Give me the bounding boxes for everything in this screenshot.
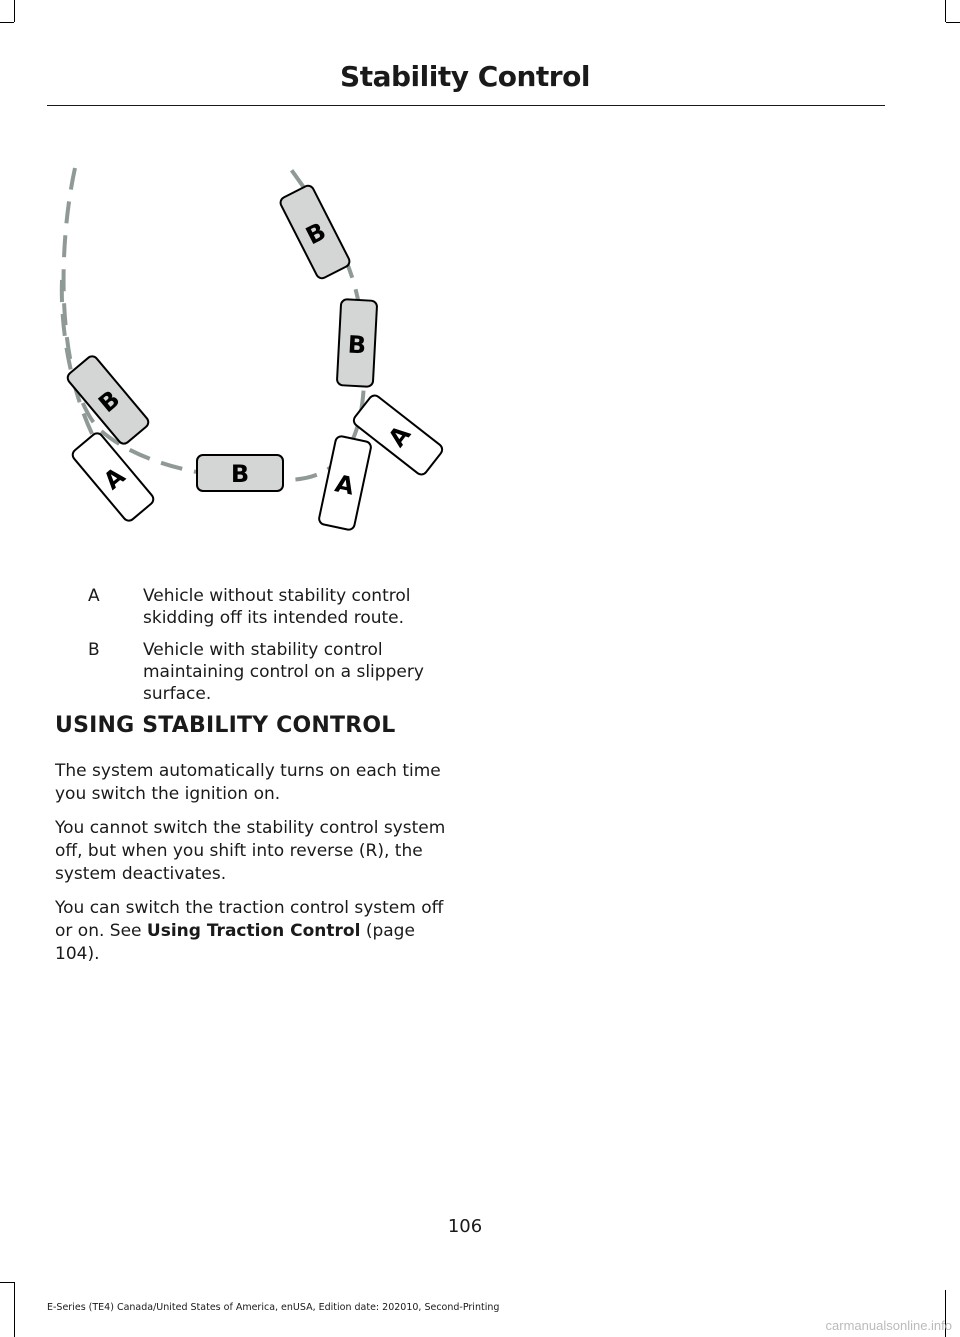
watermark: carmanualsonline.info	[825, 1318, 952, 1333]
crop-mark	[0, 1282, 14, 1283]
vehicle-a	[318, 435, 372, 531]
vehicle-b	[197, 455, 283, 491]
body-paragraph: You cannot switch the stability control system off, but when you shift into reverse (R), the system deactivates.	[55, 818, 446, 884]
crop-mark	[945, 0, 946, 22]
crop-mark	[946, 22, 960, 23]
page-number: 106	[447, 1216, 483, 1237]
crop-mark	[14, 1282, 15, 1337]
body-paragraph: The system automatically turns on each time you switch the ignition on.	[55, 761, 441, 804]
figure-legend	[88, 585, 458, 715]
vehicle-label: B	[93, 384, 126, 419]
crop-mark	[0, 22, 14, 23]
vehicle-label: A	[332, 469, 357, 501]
vehicle-label: B	[230, 460, 250, 488]
legend-text: Vehicle with stability control maintaining control on a slippery surface.	[143, 640, 424, 704]
vehicle-label: A	[98, 461, 131, 496]
legend-key: B	[88, 640, 100, 660]
vehicle-label: B	[347, 330, 367, 360]
vehicle-b	[337, 299, 377, 387]
vehicle-b	[279, 184, 352, 281]
legend-item	[88, 639, 458, 705]
xref-page-text: (page 104).	[55, 921, 415, 964]
section-body	[55, 760, 450, 977]
vehicle-label: B	[301, 217, 331, 251]
xref-lead-text: You can switch the traction control system off or on. See	[55, 898, 444, 941]
footer-edition-info: E-Series (TE4) Canada/United States of America, enUSA, Edition date: 202010, Second-Printing	[47, 1302, 500, 1313]
page-title: Stability Control	[340, 60, 590, 93]
legend-text: Vehicle without stability control skidding off its intended route.	[143, 586, 411, 628]
legend-key: A	[88, 586, 100, 606]
vehicle-a	[70, 431, 155, 523]
vehicle-label: A	[382, 420, 417, 453]
section-heading: USING STABILITY CONTROL	[55, 713, 396, 738]
legend-item	[88, 585, 458, 629]
header-divider	[47, 105, 885, 106]
stability-control-diagram	[50, 160, 460, 540]
crop-mark	[14, 0, 15, 22]
body-paragraph	[55, 897, 450, 966]
cross-reference-link[interactable]: Using Traction Control	[146, 921, 361, 941]
